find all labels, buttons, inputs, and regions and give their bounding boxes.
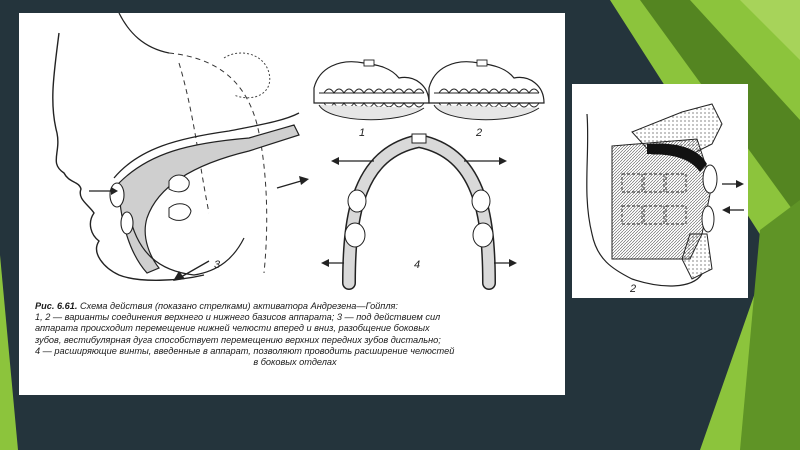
molar-upper bbox=[169, 175, 189, 192]
activator-sagittal bbox=[119, 125, 299, 273]
label-screws: 4 bbox=[414, 259, 421, 271]
caption-line-5: в боковых отделах bbox=[253, 357, 337, 368]
upper-incisor-right bbox=[703, 165, 717, 193]
appliance-diagram bbox=[19, 13, 565, 298]
figure-caption bbox=[35, 301, 555, 368]
upper-incisor bbox=[110, 183, 124, 207]
caption-line-1: 1, 2 — варианты соединения верхнего и нижнего базисов аппарата; 3 — под действием сил bbox=[35, 312, 441, 323]
nose bbox=[119, 13, 169, 53]
arrow-in-head bbox=[722, 206, 730, 214]
main-figure-panel bbox=[19, 13, 565, 395]
molar-lower bbox=[169, 204, 191, 221]
arrow-out-head bbox=[736, 180, 744, 188]
caption-title-rest: Схема действия (показано стрелками) активатора Андрезена—Гойпля: bbox=[79, 301, 398, 311]
right-figure-panel bbox=[572, 84, 748, 298]
activator-cross-section bbox=[572, 84, 748, 298]
caption-line-4: 4 — расширяющие винты, введенные в аппарат, позволяют проводить расширение челюстей bbox=[35, 345, 455, 356]
label-variant-1: 1 bbox=[359, 127, 366, 139]
lower-incisor bbox=[121, 212, 133, 234]
lower-incisor-right bbox=[702, 206, 714, 232]
label-right-number: 2 bbox=[630, 283, 637, 295]
caption-line-3: зубов, вестибулярная дуга способствует перемещению верхних передних зубов дистально; bbox=[35, 334, 441, 345]
arrow-right-head bbox=[299, 176, 309, 185]
arrow-right bbox=[277, 181, 301, 188]
left-green-stripe bbox=[0, 255, 18, 450]
variant-2-appliance bbox=[429, 60, 544, 120]
ear-dotted bbox=[224, 53, 270, 98]
caption-line-2: аппарата происходит перемещение нижней челюсти вперед и вниз, разобщение боковых bbox=[35, 323, 430, 334]
caption-title: Рис. 6.61. bbox=[35, 301, 78, 311]
label-variant-2: 2 bbox=[476, 127, 483, 139]
label-sagittal: 3 bbox=[214, 259, 221, 271]
variant-1-appliance bbox=[314, 60, 429, 120]
